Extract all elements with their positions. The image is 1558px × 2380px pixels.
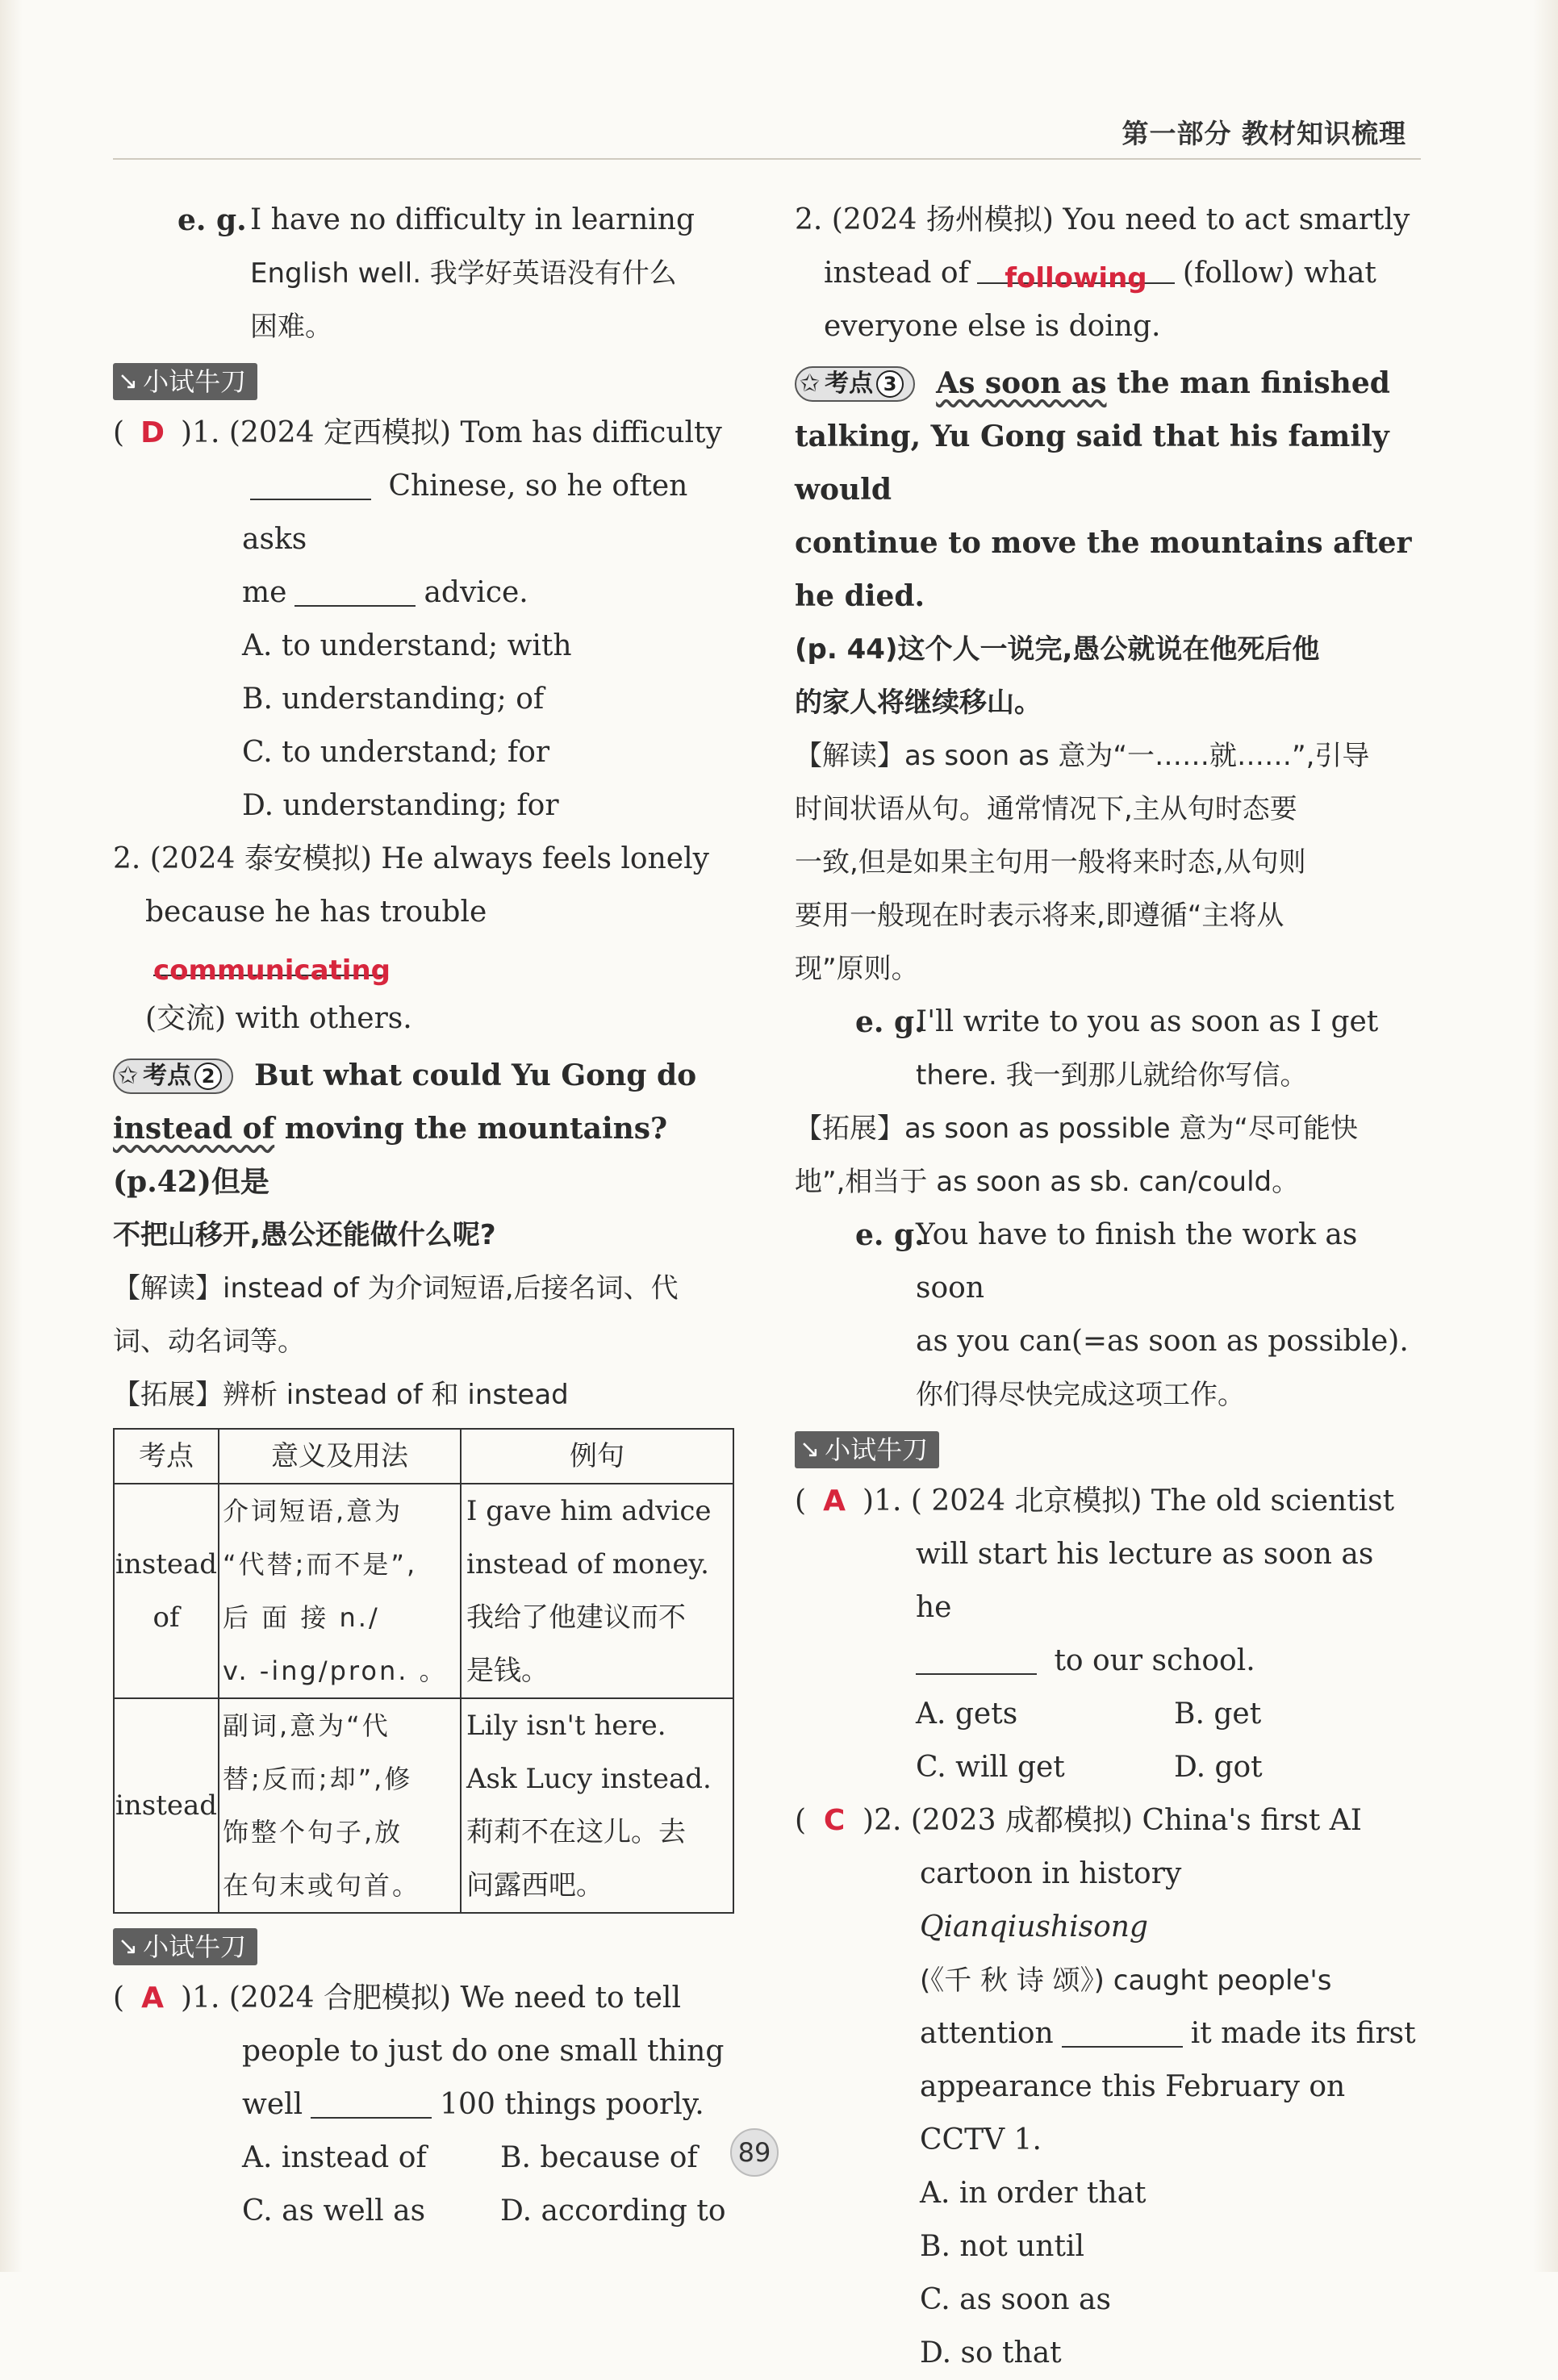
example-line: 我给了他建议而不: [466, 1601, 686, 1634]
practice-tag-label: 小试牛刀: [143, 1931, 247, 1962]
question-stem: well: [242, 2088, 303, 2121]
question-stem: (交流) with others.: [145, 1002, 412, 1035]
key-point-3: [795, 357, 1416, 729]
key-sentence-translation: 的家人将继续移山。: [795, 687, 1042, 719]
meaning-line: 替;反而;却”,修: [223, 1764, 413, 1794]
eg-line: I have no difficulty in learning: [250, 203, 695, 236]
option: A. in order that: [920, 2177, 1147, 2210]
answer-choice: C: [823, 1804, 846, 1837]
practice-tag: [113, 363, 257, 400]
question-stem: appearance this February on: [920, 2070, 1346, 2103]
answer-blank[interactable]: [311, 2086, 432, 2119]
question-stem: to our school.: [1054, 1644, 1255, 1677]
key-point-number: 3: [876, 370, 904, 398]
answer-blank[interactable]: [916, 1643, 1037, 1675]
answer-blank[interactable]: [250, 468, 371, 500]
example-sentence: [795, 996, 1416, 1102]
option: A. gets: [916, 1697, 1018, 1731]
filled-answer: following: [1005, 262, 1147, 294]
question-stem: attention: [920, 2017, 1054, 2050]
meaning-line: 介词短语,意为: [223, 1496, 403, 1526]
left-column: [113, 194, 734, 2238]
page-number: 89: [730, 2128, 779, 2177]
example-sentence: [795, 1209, 1416, 1422]
meaning-line: “代替;而不是”,: [223, 1549, 418, 1580]
question-stem: it made its first: [1190, 2017, 1416, 2050]
key-sentence: continue to move the mountains after he died.: [795, 526, 1412, 613]
table-row: [114, 1484, 733, 1698]
table-cell-term: [114, 1484, 219, 1698]
eg-line: as you can(=as soon as possible).: [916, 1325, 1409, 1358]
table-cell-meaning: [219, 1698, 461, 1913]
practice-tag: [795, 1431, 939, 1468]
question-stem: CCTV 1.: [920, 2123, 1042, 2157]
table-cell-term: [114, 1698, 219, 1913]
option: D. according to: [500, 2194, 726, 2228]
key-point-label: 考点: [143, 1062, 192, 1090]
answer-paren: (: [795, 1804, 807, 1837]
answer-blank[interactable]: [977, 252, 1175, 294]
meaning-line: 副词,意为“代: [223, 1710, 391, 1741]
question-stem: me: [242, 576, 287, 609]
key-sentence: But what could Yu Gong do: [254, 1058, 697, 1092]
analysis-line: 时间状语从句。通常情况下,主从句时态要: [795, 793, 1297, 825]
running-head: 第一部分 教材知识梳理: [1122, 118, 1406, 149]
question-2: [795, 194, 1416, 353]
meaning-line: v. -ing/pron. 。: [223, 1656, 448, 1686]
key-sentence-translation: 不把山移开,愚公还能做什么呢?: [113, 1219, 496, 1251]
option: C. to understand; for: [242, 736, 550, 769]
question-stem: (follow) what: [1182, 257, 1376, 290]
table-cell-example: [461, 1698, 733, 1913]
table-cell-meaning: [219, 1484, 461, 1698]
question-stem: )2. (2023 成都模拟) China's first AI: [863, 1804, 1363, 1837]
comparison-table: [113, 1428, 734, 1914]
question-2: [113, 833, 734, 1046]
filled-answer: communicating: [153, 954, 391, 987]
star-person-icon: ✩: [800, 370, 821, 398]
analysis-line: 一致,但是如果主句用一般将来时态,从句则: [795, 846, 1306, 879]
analysis-line: 要用一般现在时表示将来,即遵循“主将从: [795, 900, 1284, 932]
question-1: [113, 1972, 734, 2238]
key-phrase: As soon as: [936, 366, 1107, 400]
table-cell-example: [461, 1484, 733, 1698]
eg-line: English well. 我学好英语没有什么: [250, 257, 677, 290]
expand-line: 【拓展】as soon as possible 意为“尽可能快: [795, 1113, 1359, 1145]
key-point-tag: [795, 366, 915, 402]
eg-line: You have to finish the work as soon: [916, 1218, 1358, 1305]
table-header: 意义及用法: [219, 1429, 461, 1484]
answer-blank[interactable]: [1062, 2015, 1183, 2048]
question-stem: )1. (2024 合肥模拟) We need to tell: [181, 1981, 681, 2015]
eg-line: I'll write to you as soon as I get: [916, 1005, 1379, 1038]
option: B. understanding; of: [242, 683, 545, 716]
question-stem: because he has trouble: [145, 896, 487, 929]
question-stem: 2. (2024 泰安模拟) He always feels lonely: [113, 842, 709, 875]
eg-line: 困难。: [250, 311, 332, 343]
analysis: [113, 1262, 734, 1422]
analysis-line: 现”原则。: [795, 953, 919, 985]
example-line: 莉莉不在这儿。去: [466, 1816, 686, 1848]
term-text: of: [152, 1601, 180, 1634]
table-header-row: [114, 1429, 733, 1484]
right-column: [795, 194, 1416, 2380]
expand-line: 【拓展】辨析 instead of 和 instead: [113, 1379, 569, 1411]
analysis-line: 词、动名词等。: [113, 1326, 305, 1358]
table-header: 考点: [114, 1429, 219, 1484]
option: B. not until: [920, 2230, 1084, 2263]
question-stem: )1. ( 2024 北京模拟) The old scientist: [863, 1484, 1395, 1518]
answer-choice: A: [823, 1484, 846, 1518]
question-2: [795, 1794, 1416, 2380]
practice-tag: [113, 1928, 257, 1965]
question-stem: will start his lecture as soon as he: [916, 1538, 1374, 1624]
key-point-number: 2: [194, 1063, 222, 1090]
eg-label: e. g.: [178, 203, 247, 237]
example-sentence: [113, 194, 734, 353]
example-line: Lily isn't here.: [466, 1710, 666, 1742]
example-line: I gave him advice: [466, 1495, 712, 1527]
practice-tag-label: 小试牛刀: [825, 1434, 929, 1465]
expand: [795, 1102, 1416, 1209]
table-header: 例句: [461, 1429, 733, 1484]
analysis-line: 【解读】instead of 为介词短语,后接名词、代: [113, 1272, 679, 1305]
question-stem: people to just do one small thing: [242, 2035, 725, 2068]
question-stem: advice.: [424, 576, 528, 609]
term-text: instead: [115, 1789, 218, 1822]
option: A. to understand; with: [242, 629, 572, 662]
option: B. because of: [500, 2141, 698, 2174]
answer-blank[interactable]: [153, 944, 391, 987]
answer-paren: (: [113, 1981, 125, 2015]
option: C. as well as: [242, 2194, 426, 2228]
answer-blank[interactable]: [294, 574, 416, 607]
question-stem: everyone else is doing.: [824, 310, 1161, 343]
analysis: [795, 729, 1416, 996]
star-person-icon: ✩: [118, 1062, 139, 1090]
practice-tag-label: 小试牛刀: [143, 366, 247, 397]
option: B. get: [1174, 1697, 1262, 1731]
answer-paren: (: [113, 416, 125, 449]
table-row: [114, 1698, 733, 1913]
arrow-icon: ↘: [800, 1435, 821, 1463]
key-phrase: instead of: [113, 1112, 275, 1146]
example-line: 问露西吧。: [466, 1869, 604, 1902]
question-stem: instead of: [824, 257, 969, 290]
eg-label: e. g.: [855, 1005, 925, 1039]
key-sentence: moving the mountains? (p.42)但是: [113, 1112, 668, 1199]
key-point-tag: [113, 1058, 233, 1094]
option: D. understanding; for: [242, 789, 559, 822]
key-sentence: talking, Yu Gong said that his family would: [795, 420, 1389, 507]
term-text: instead: [115, 1548, 218, 1580]
question-1: [113, 407, 734, 833]
eg-line: there. 我一到那儿就给你写信。: [916, 1059, 1308, 1092]
question-1: [795, 1475, 1416, 1794]
question-stem: Chinese, so he often asks: [242, 470, 688, 556]
key-sentence-translation: (p. 44)这个人一说完,愚公就说在他死后他: [795, 633, 1320, 666]
key-point-2: [113, 1049, 734, 1262]
answer-paren: (: [795, 1484, 807, 1518]
eg-line: 你们得尽快完成这项工作。: [916, 1379, 1245, 1411]
arrow-icon: ↘: [118, 1932, 139, 1960]
expand-line: 地”,相当于 as soon as sb. can/could。: [795, 1166, 1300, 1198]
example-line: instead of money.: [466, 1548, 709, 1580]
analysis-line: 【解读】as soon as 意为“一……就……”,引导: [795, 740, 1370, 772]
question-stem: )1. (2024 定西模拟) Tom has difficulty: [181, 416, 722, 449]
option: D. got: [1174, 1751, 1263, 1784]
question-stem-italic: Qianqiushisong: [920, 1910, 1148, 1944]
key-sentence: the man finished: [1106, 366, 1390, 400]
question-stem: (《千 秋 诗 颂》) caught people's: [920, 1965, 1332, 1997]
answer-choice: D: [140, 416, 165, 449]
question-stem: cartoon in history: [920, 1857, 1182, 1890]
option: C. will get: [916, 1751, 1065, 1784]
header-rule: [113, 158, 1421, 160]
answer-choice: A: [141, 1981, 164, 2015]
option: C. as soon as: [920, 2283, 1111, 2316]
question-stem: 100 things poorly.: [440, 2088, 704, 2121]
meaning-line: 在句末或句首。: [223, 1870, 421, 1901]
option: A. instead of: [242, 2141, 427, 2174]
example-line: 是钱。: [466, 1655, 549, 1687]
option: D. so that: [920, 2336, 1062, 2370]
question-stem: 2. (2024 扬州模拟) You need to act smartly: [795, 203, 1410, 236]
example-line: Ask Lucy instead.: [466, 1763, 712, 1795]
key-point-label: 考点: [825, 370, 874, 398]
meaning-line: 后 面 接 n./: [223, 1602, 380, 1633]
arrow-icon: ↘: [118, 367, 139, 395]
meaning-line: 饰整个句子,放: [223, 1817, 403, 1848]
eg-label: e. g.: [855, 1218, 925, 1252]
